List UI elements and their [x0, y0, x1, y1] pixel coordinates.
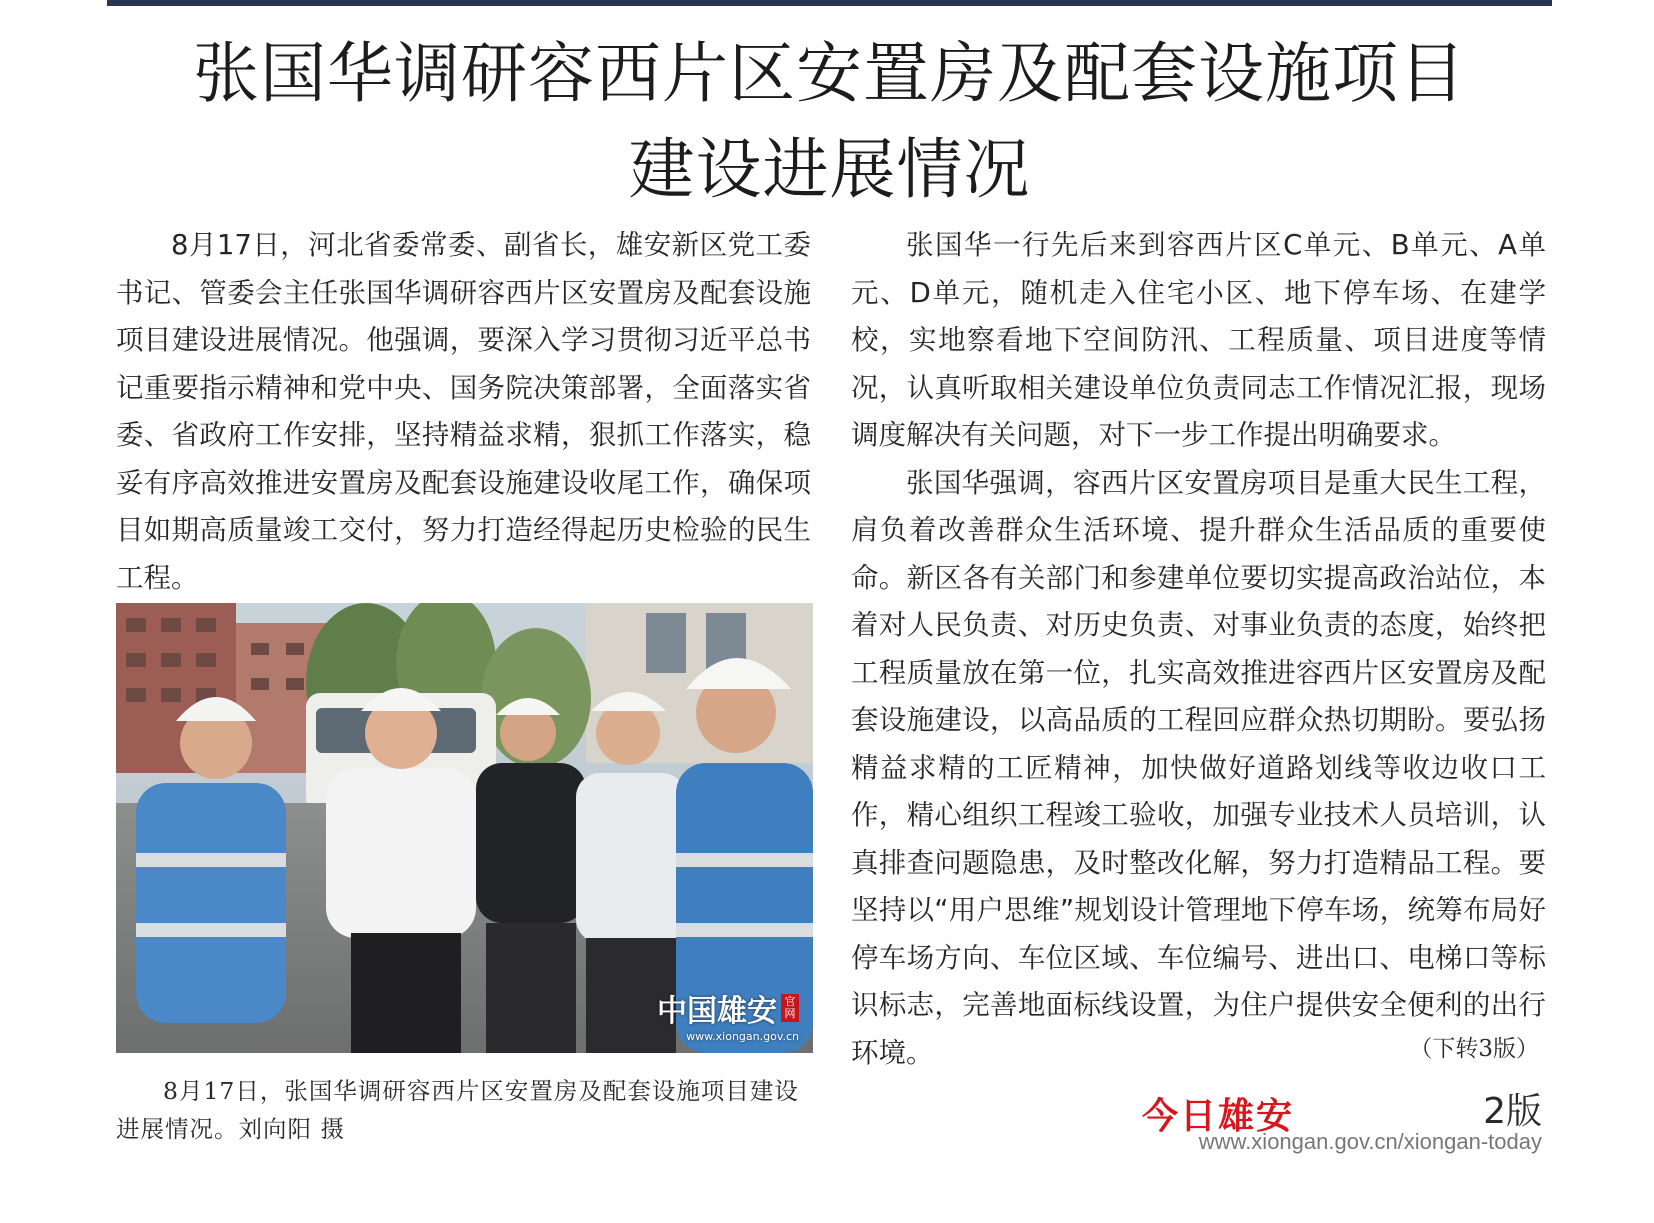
body-paragraph: 张国华强调，容西片区安置房项目是重大民生工程，肩负着改善群众生活环境、提升群众生活品质的重要使命。新区各有关部门和参建单位要切实提高政治站位，本着对人民负责、对历史负责、对事业负责的态度，始终把工程质量放在第一位，扎实高效推进容西片区安置房及配套设施建设，以高品质的工程回应群众热切期盼。要弘扬精益求精的工匠精神，加快做好道路划线等收边收口工作，精心组织工程竣工验收，加强专业技术人员培训，认真排查问题隐患，及时整改化解，努力打造精品工程。要坚持以“用户思维”规划设计管理地下停车场，统筹布局好停车场方向、车位区域、车位编号、进出口、电梯口等标识标志，完善地面标线设置，为住户提供安全便利的出行环境。	[851, 466, 1546, 1069]
article-headline	[107, 26, 1552, 218]
watermark-url: www.xiongan.gov.cn	[686, 1030, 799, 1043]
top-rule	[107, 0, 1552, 6]
publication-logo: 今日雄安	[1142, 1095, 1295, 1137]
footer-url: www.xiongan.gov.cn/xiongan-today	[1198, 1129, 1542, 1154]
body-paragraph: 张国华一行先后来到容西片区C单元、B单元、A单元、D单元，随机走入住宅小区、地下停车场、在建学校，实地察看地下空间防汛、工程质量、项目进度等情况，认真听取相关建设单位负责同志工作情况汇报，现场调度解决有关问题，对下一步工作提出明确要求。	[851, 229, 1546, 451]
page-number: 2版	[1483, 1091, 1542, 1132]
left-column	[116, 222, 811, 602]
body-paragraph: 8月17日，河北省委常委、副省长，雄安新区党工委书记、管委会主任张国华调研容西片区安置房及配套设施项目建设进展情况。他强调，要深入学习贯彻习近平总书记重要指示精神和党中央、国务院决策部署，全面落实省委、省政府工作安排，坚持精益求精，狠抓工作落实，稳妥有序高效推进安置房及配套设施建设收尾工作，确保项目如期高质量竣工交付，努力打造经得起历史检验的民生工程。	[116, 229, 811, 594]
photo-watermark	[657, 986, 799, 1043]
news-photo	[116, 603, 813, 1053]
continued-note: （下转3版）	[1409, 1036, 1539, 1062]
headline-line-2: 建设进展情况	[628, 131, 1031, 208]
watermark-seal: 官网	[781, 994, 799, 1022]
photo-caption: 8月17日，张国华调研容西片区安置房及配套设施项目建设进展情况。刘向阳 摄	[116, 1077, 799, 1143]
right-column	[851, 222, 1546, 1077]
headline-line-1: 张国华调研容西片区安置房及配套设施项目	[193, 35, 1466, 112]
watermark-brand: 中国雄安	[657, 994, 777, 1029]
